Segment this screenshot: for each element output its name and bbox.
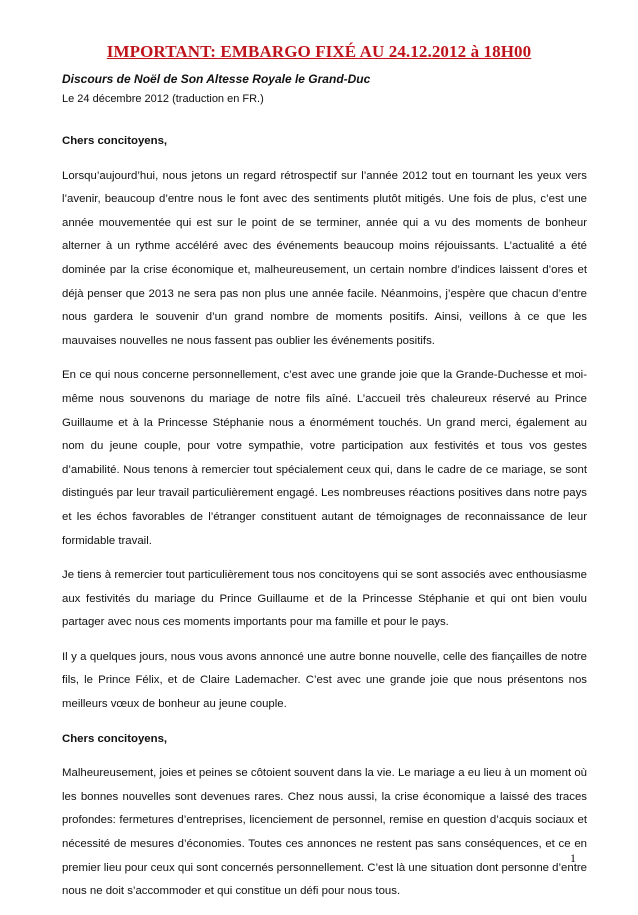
embargo-notice: IMPORTANT: EMBARGO FIXÉ AU 24.12.2012 à 18H00: [106, 42, 532, 61]
paragraph: Malheureusement, joies et peines se côtoient souvent dans la vie. Le mariage a eu lieu à un moment où les bonnes nouvelles sont devenues rares. Chez nous aussi, la crise économique a laissé des traces profondes: fermetures d’entreprises, licenciement de personnel, remise en question d’acquis sociaux et nécessité de mesures d’économies. Toutes ces annonces ne restent pas sans conséquences, et ce en premier lieu pour ceux qui sont concernés personnellement. C’est là une situation dont personne d’entre nous ne doit s’accommoder et qui constitue un défi pour nous tous.: [62, 767, 587, 898]
salutation: Chers concitoyens,: [62, 135, 168, 147]
speech-body: [62, 130, 587, 915]
paragraph: Je tiens à remercier tout particulièrement tous nos concitoyens qui se sont associés avec enthousiasme aux festivités du mariage du Prince Guillaume et de la Princesse Stéphanie et qui ont bien voulu partager avec nous ces moments importants pour ma famille et pour le pays.: [62, 569, 587, 629]
speech-title: Discours de Noël de Son Altesse Royale le Grand-Duc: [62, 72, 371, 86]
speech-date: Le 24 décembre 2012 (traduction en FR.): [62, 93, 264, 105]
page-number: 1: [570, 851, 576, 865]
paragraph: Il y a quelques jours, nous vous avons annoncé une autre bonne nouvelle, celle des fiançailles de notre fils, le Prince Félix, et de Claire Lademacher. C’est avec une grande joie que nous présentons nos meilleurs vœux de bonheur au jeune couple.: [62, 650, 587, 711]
paragraph: En ce qui nous concerne personnellement, c’est avec une grande joie que la Grande-Duchesse et moi-même nous souvenons du mariage de notre fils aîné. L’accueil très chaleureux réservé au Prince Guillaume et à la Princesse Stéphanie nous a énormément touchés. Un grand merci, également au nom du jeune couple, pour votre sympathie, votre participation aux festivités et tous vos gestes d’amabilité. Nous tenons à remercier tout spécialement ceux qui, dans le cadre de ce mariage, se sont distingués par leur travail particulièrement engagé. Les nombreuses réactions positives dans notre pays et les échos favorables de l’étranger constituent autant de témoignages de reconnaissance de leur formidable travail.: [62, 369, 587, 547]
salutation: Chers concitoyens,: [62, 732, 168, 745]
paragraph: Lorsqu’aujourd’hui, nous jetons un regard rétrospectif sur l’année 2012 tout en tournant les yeux vers l’avenir, beaucoup d’entre nous le font avec des sentiments plutôt mitigés. Une fois de plus, c’est une année mouvementée qui est sur le point de se terminer, année qui a vu des moments de bonheur alterner à un rythme accéléré avec des événements beaucoup moins réjouissants. L’actualité a été dominée par la crise économique et, malheureusement, un certain nombre d’indices laissent d’ores et déjà penser que 2013 ne sera pas non plus une année facile. Néanmoins, j’espère que chacun d’entre nous gardera le souvenir d’un grand nombre de moments positifs. Ainsi, veillons à ce que les mauvaises nouvelles ne nous fassent pas oublier les événements positifs.: [62, 169, 587, 347]
